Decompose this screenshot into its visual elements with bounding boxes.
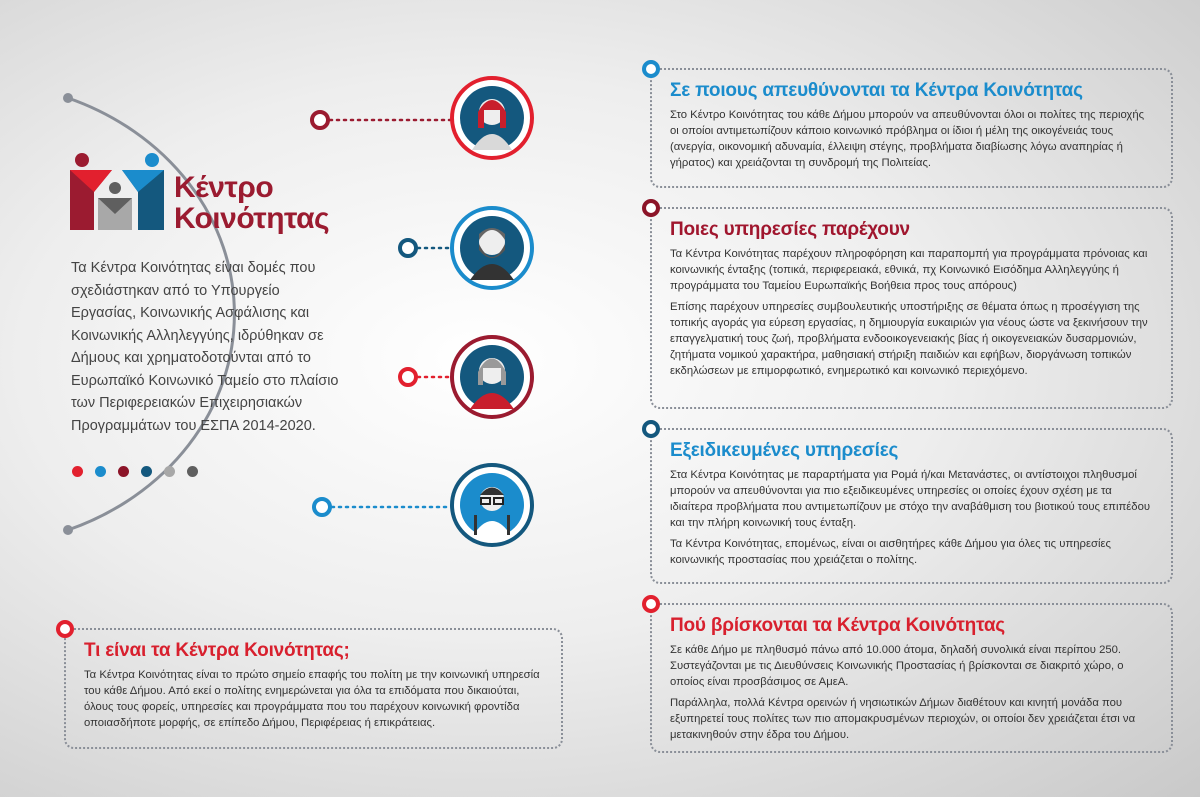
dot — [72, 466, 83, 477]
avatar-elderly-woman-icon — [452, 337, 532, 417]
avatar-bearded-man-icon — [452, 208, 532, 288]
section-text: Τα Κέντρα Κοινότητας είναι το πρώτο σημείο επαφής του πολίτη με την κοινωνική υπηρεσία του κάθε Δήμου. Από εκεί ο πολίτης ενημερώνεται για όλα τα επιδόματα που δικαιούται, όλους τους φορείς, υπηρεσίες και προγράμματα που του παρέχουν κοινωνική φροντίδα οποιασδήποτε μορφής, σε επίπεδο Δήμου, Περιφέρειας ή επικράτειας. — [84, 669, 540, 729]
section-title: Εξειδικευμένες υπηρεσίες — [670, 440, 899, 461]
section-text: Τα Κέντρα Κοινότητας παρέχουν πληροφόρηση και παραπομπή για προγράμματα πρόνοιας και κοινωνικής ένταξης (τοπικά, περιφερειακά, εθνικά, πχ Κοινωνικό Εισόδημα Αλληλεγγύης ή προγράμματα του Ταμείου Ευρωπαϊκής Βοήθεια προς τους απόρους) — [670, 248, 1148, 292]
section-text: Στα Κέντρα Κοινότητας με παραρτήματα για Ρομά ή/και Μετανάστες, οι αντίστοιχοι πληθυσμοί μπορούν να απευθύνονται για πιο εξειδικευμένες υπηρεσίες οι οποίες έχουν σχέση με τα ιδιαίτερα προβλήματα που αντιμετωπίζουν με στόχο την αναβάθμιση του βιοτικού τους επιπέδου και την πλήρη κοινωνική τους ένταξη. — [670, 469, 1151, 529]
section-text: Παράλληλα, πολλά Κέντρα ορεινών ή νησιωτικών Δήμων διαθέτουν και κινητή μονάδα που εξυπηρετεί τους πολίτες των πιο απομακρυσμένων περιοχών, οι οποίοι δεν χρειάζεται έτσι να μετακινηθούν στην έδρα του Δήμου. — [670, 697, 1136, 741]
color-dots — [72, 466, 198, 477]
section-marker-icon — [642, 199, 660, 217]
node-dot — [400, 369, 416, 385]
avatar-wheelchair-user-icon — [452, 465, 532, 545]
section-marker-icon — [642, 595, 660, 613]
section-title: Τι είναι τα Κέντρα Κοινότητας; — [84, 640, 350, 661]
section-marker-icon — [642, 420, 660, 438]
dot — [164, 466, 175, 477]
section-text: Σε κάθε Δήμο με πληθυσμό πάνω από 10.000 άτομα, δηλαδή συνολικά είναι περίπου 250. Συστεγάζονται με τις Διευθύνσεις Κοινωνικής Προστασίας ή βρίσκονται σε διακριτό χώρο, ο οποίος είναι προσβάσιμος σε ΑμεΑ. — [670, 644, 1124, 688]
section-text: Στο Κέντρο Κοινότητας του κάθε Δήμου μπορούν να απευθύνονται όλοι οι πολίτες της περιοχής οι οποίοι αντιμετωπίζουν κάποιο κοινωνικό πρόβλημα οι ίδιοι ή μέλη της οικογένειάς τους (ανεργία, οικονομική αδυναμία, έλλειψη στέγης, προβλήματα διαβίωσης λόγω αναπηρίας ή γήρατος) και χρειάζονται τη συνδρομή της Πολιτείας. — [670, 109, 1145, 169]
section-what — [64, 628, 563, 749]
section-who — [650, 68, 1173, 188]
section-text: Τα Κέντρα Κοινότητας, επομένως, είναι οι αισθητήρες κάθε Δήμου για όλες τις υπηρεσίες κοινωνικής προστασίας που χρειάζεται ο πολίτης. — [670, 538, 1111, 566]
section-services — [650, 207, 1173, 409]
section-title: Σε ποιους απευθύνονται τα Κέντρα Κοινότητας — [670, 80, 1083, 101]
intro-paragraph: Τα Κέντρα Κοινότητας είναι δομές που σχεδιάστηκαν από το Υπουργείο Εργασίας, Κοινωνικής Ασφάλισης και Κοινωνικής Αλληλεγγύης, ιδρύθηκαν σε Δήμους και χρηματοδοτούνται από το Ευρωπαϊκό Κοινωνικό Ταμείο στο πλαίσιο των Περιφερειακών Επιχειρησιακών Προγραμμάτων του ΕΣΠΑ 2014-2020. — [71, 260, 339, 434]
section-specialized — [650, 428, 1173, 584]
arc-end-dot — [63, 525, 73, 535]
kentro-koinotitas-logo — [70, 152, 165, 232]
brand-line-2: Κοινότητας — [174, 202, 330, 235]
dot — [141, 466, 152, 477]
avatar-woman-icon — [452, 78, 532, 158]
arc-end-dot — [63, 93, 73, 103]
node-dot — [314, 499, 330, 515]
section-where — [650, 603, 1173, 753]
section-title: Ποιες υπηρεσίες παρέχουν — [670, 219, 910, 240]
dot — [118, 466, 129, 477]
section-title: Πού βρίσκονται τα Κέντρα Κοινότητας — [670, 615, 1005, 636]
section-marker-icon — [642, 60, 660, 78]
section-marker-icon — [56, 620, 74, 638]
node-dot — [312, 112, 328, 128]
dot — [95, 466, 106, 477]
brand-line-1: Κέντρο — [174, 171, 274, 204]
section-text: Επίσης παρέχουν υπηρεσίες συμβουλευτικής υποστήριξης σε θέματα όπως η προσέγγιση της τοπικής αγοράς για εύρεση εργασίας, η δημιουργία ευκαιριών για νέους ώστε να ξεκινήσουν την επαγγελματική τους ζωή, προβλήματα ενδοοικογενειακής βίας ή οικογενειακών δυσαρμονιών, ζητήματα νομικού χαρακτήρα, μαθησιακή στήριξη παιδιών και εφήβων, διοργάνωση τοπικών εκδηλώσεων με επιμορφωτικό, ενημερωτικό και κοινωνικό περιεχόμενο. — [670, 301, 1148, 377]
brand-title — [174, 172, 329, 234]
node-dot — [400, 240, 416, 256]
dot — [187, 466, 198, 477]
